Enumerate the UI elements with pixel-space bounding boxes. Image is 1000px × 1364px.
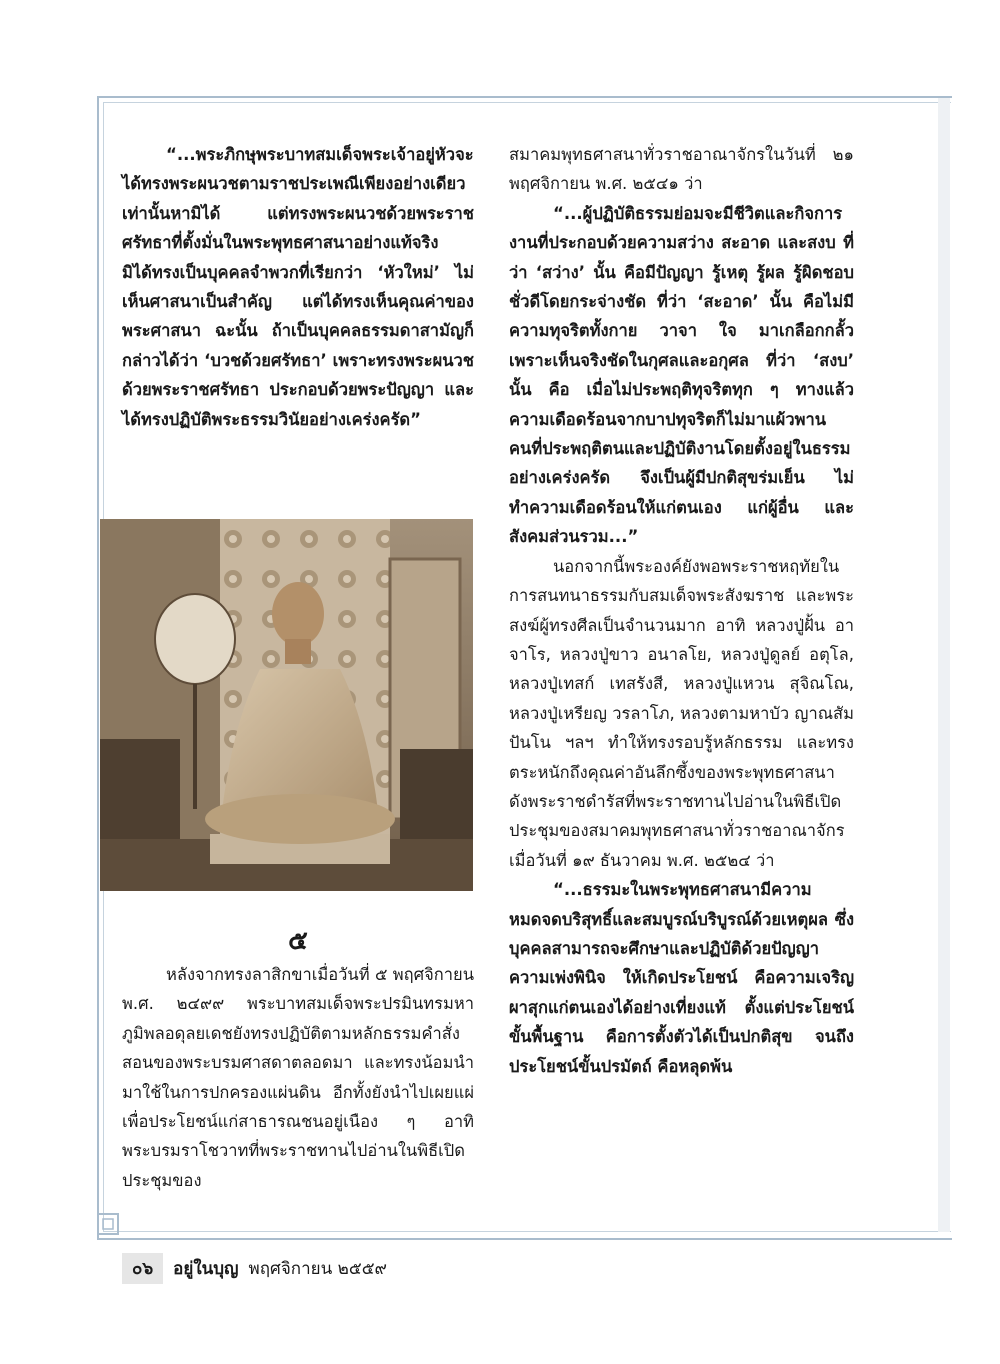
section-body <box>122 960 474 1195</box>
monk-photo <box>100 519 473 891</box>
right-column <box>509 140 854 1081</box>
page-number: ๐๖ <box>122 1253 163 1284</box>
issue-date: พฤศจิกายน ๒๕๕๙ <box>248 1258 388 1279</box>
page-footer <box>122 1254 387 1282</box>
section-paragraph: หลังจากทรงลาสิกขาเมื่อวันที่ ๕ พฤศจิกายน พ.ศ. ๒๔๙๙ พระบาทสมเด็จพระปรมินทรมหาภูมิพลอดุลยเดชยังทรงปฏิบัติตามหลักธรรมคำสั่งสอนของพระบรมศาสดาตลอดมา และทรงน้อมนำมาใช้ในการปกครองแผ่นดิน อีกทั้งยังนำไปเผยแผ่เพื่อประโยชน์แก่สาธารณชนอยู่เนือง ๆ อาทิ พระบรมราโชวาทที่พระราชทานไปอ่านในพิธีเปิดประชุมของ <box>122 965 474 1190</box>
section-number: ๕ <box>288 926 308 956</box>
royal-quote-1: “...ผู้ปฏิบัติธรรมย่อมจะมีชีวิตและกิจการงานที่ประกอบด้วยความสว่าง สะอาด และสงบ ที่ว่า ‘สว่าง’ นั้น คือมีปัญญา รู้เหตุ รู้ผล รู้ผิดชอบชั่วดีโดยกระจ่างชัด ที่ว่า ‘สะอาด’ นั้น คือไม่มีความทุจริตทั้งกาย วาจา ใจ มาเกลือกกลั้ว เพราะเห็นจริงชัดในกุศลและอกุศล ที่ว่า ‘สงบ’ นั้น คือ เมื่อไม่ประพฤติทุจริตทุก ๆ ทางแล้ว ความเดือดร้อนจากบาปทุจริตก็ไม่มาแผ้วพาน คนที่ประพฤติตนและปฏิบัติงานโดยตั้งอยู่ในธรรมอย่างเคร่งครัด จึงเป็นผู้มีปกติสุขร่มเย็น ไม่ทำความเดือดร้อนให้แก่ตนเอง แก่ผู้อื่น และสังคมส่วนรวม...” <box>509 203 854 547</box>
corner-ornament-icon <box>96 1212 120 1236</box>
royal-quote-2: “...ธรรมะในพระพุทธศาสนามีความหมดจดบริสุทธิ์และสมบูรณ์บริบูรณ์ด้วยเหตุผล ซึ่งบุคคลสามารถจะศึกษาและปฏิบัติด้วยปัญญา ความเพ่งพินิจ ให้เกิดประโยชน์ คือความเจริญผาสุกแก่ตนเองได้อย่างเที่ยงแท้ ตั้งแต่ประโยชน์ขั้นพื้นฐาน คือการตั้งตัวได้เป็นปกติสุข จนถึงประโยชน์ขั้นปรมัตถ์ คือหลุดพ้น <box>509 880 854 1076</box>
intro-paragraph: สมาคมพุทธศาสนาทั่วราชอาณาจักรในวันที่ ๒๑ พฤศจิกายน พ.ศ. ๒๕๔๑ ว่า <box>509 145 854 194</box>
frame-shade <box>938 98 950 1232</box>
magazine-title: อยู่ในบุญ <box>173 1258 239 1279</box>
left-column <box>122 140 474 434</box>
body-paragraph: นอกจากนี้พระองค์ยังพอพระราชหฤทัยในการสนทนาธรรมกับสมเด็จพระสังฆราช และพระสงฆ์ผู้ทรงศีลเป็นจำนวนมาก อาทิ หลวงปู่ฝั้น อาจาโร, หลวงปู่ขาว อนาลโย, หลวงปู่ดูลย์ อตุโล, หลวงปู่เทสก์ เทสรังสี, หลวงปู่แหวน สุจิณโณ, หลวงปู่เหรียญ วรลาโภ, หลวงตามหาบัว ญาณสัมปันโน ฯลฯ ทำให้ทรงรอบรู้หลักธรรม และทรงตระหนักถึงคุณค่าอันลึกซึ้งของพระพุทธศาสนา ดังพระราชดำรัสที่พระราชทานไปอ่านในพิธีเปิดประชุมของสมาคมพุทธศาสนาทั่วราชอาณาจักรเมื่อวันที่ ๑๙ ธันวาคม พ.ศ. ๒๕๒๔ ว่า <box>509 556 854 870</box>
royal-quote: “...พระภิกษุพระบาทสมเด็จพระเจ้าอยู่หัวจะได้ทรงพระผนวชตามราชประเพณีเพียงอย่างเดียวเท่านั้นหามิได้ แต่ทรงพระผนวชด้วยพระราชศรัทธาที่ตั้งมั่นในพระพุทธศาสนาอย่างแท้จริง มิได้ทรงเป็นบุคคลจำพวกที่เรียกว่า ‘หัวใหม่’ ไม่เห็นศาสนาเป็นสำคัญ แต่ได้ทรงเห็นคุณค่าของพระศาสนา ฉะนั้น ถ้าเป็นบุคคลธรรมดาสามัญก็กล่าวได้ว่า ‘บวชด้วยศรัทธา’ เพราะทรงพระผนวชด้วยพระราชศรัทธา ประกอบด้วยพระปัญญา และได้ทรงปฏิบัติพระธรรมวินัยอย่างเคร่งครัด” <box>122 145 474 429</box>
